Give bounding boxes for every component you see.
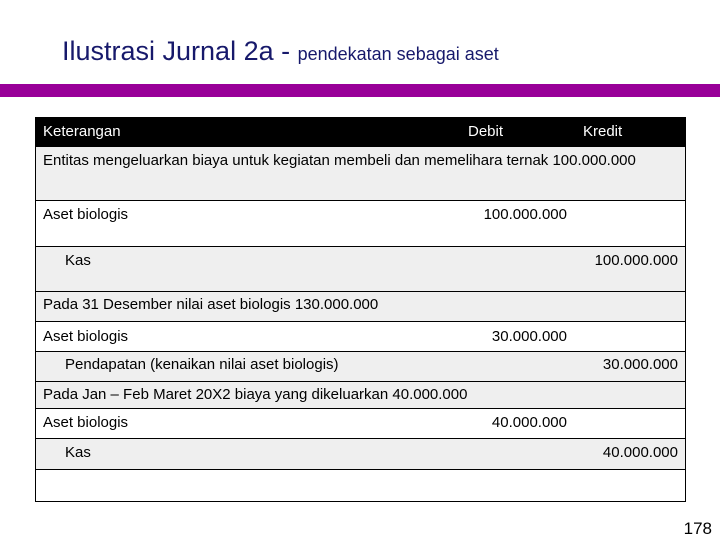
table-row xyxy=(36,409,685,439)
table-row xyxy=(36,352,685,382)
row-description: Aset biologis xyxy=(43,414,129,431)
table-row xyxy=(36,439,685,470)
table-row xyxy=(36,322,685,352)
title-main: Ilustrasi Jurnal 2a - xyxy=(62,36,298,66)
column-header-keterangan: Keterangan xyxy=(43,123,121,140)
row-description: Kas xyxy=(65,252,91,269)
row-kredit: 100.000.000 xyxy=(594,252,678,269)
row-description: Aset biologis xyxy=(43,206,129,223)
column-header-kredit: Kredit xyxy=(583,123,623,140)
row-debit: 30.000.000 xyxy=(491,328,567,345)
table-row-empty xyxy=(36,470,685,501)
journal-table xyxy=(35,117,686,502)
row-kredit: 30.000.000 xyxy=(602,356,678,373)
row-description: Aset biologis xyxy=(43,328,129,345)
table-row xyxy=(36,382,685,409)
table-header xyxy=(36,118,685,147)
table-row xyxy=(36,201,685,247)
row-kredit: 40.000.000 xyxy=(602,444,678,461)
title-subtitle: pendekatan sebagai aset xyxy=(297,44,499,64)
row-description: Kas xyxy=(65,444,91,461)
table-row xyxy=(36,147,685,201)
row-description: Pada 31 Desember nilai aset biologis 130.000.000 xyxy=(43,296,379,313)
row-description: Pendapatan (kenaikan nilai aset biologis) xyxy=(65,356,339,373)
accent-bar xyxy=(0,84,720,97)
table-row xyxy=(36,247,685,292)
table-row xyxy=(36,292,685,322)
row-debit: 40.000.000 xyxy=(491,414,567,431)
row-debit: 100.000.000 xyxy=(483,206,567,223)
page-number: 178 xyxy=(683,519,712,538)
row-description: Entitas mengeluarkan biaya untuk kegiatan membeli dan memelihara ternak 100.000.000 xyxy=(43,152,636,169)
row-description: Pada Jan – Feb Maret 20X2 biaya yang dikeluarkan 40.000.000 xyxy=(43,386,468,403)
column-header-debit: Debit xyxy=(468,123,504,140)
slide-title xyxy=(62,36,499,67)
